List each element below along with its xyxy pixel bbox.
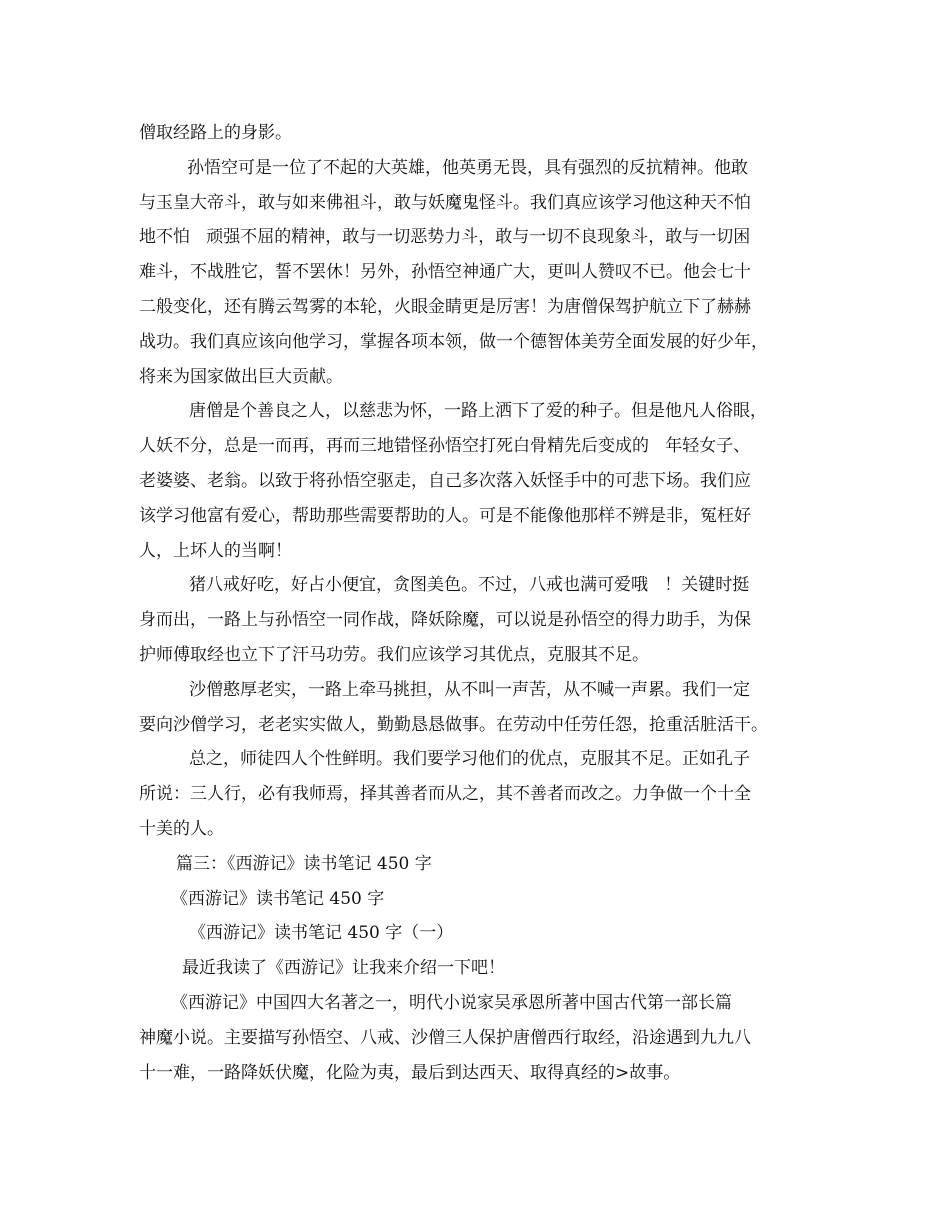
text-line: 僧取经路上的身影。 [139,123,292,143]
paragraph-start-line: 最近我读了《西游记》让我来介绍一下吧！ [182,958,505,979]
article-subtitle: 《西游记》读书笔记 450 字（一） [189,923,454,944]
text-line: 神魔小说。主要描写孙悟空、八戒、沙僧三人保护唐僧西行取经，沿途遇到九九八 [139,1027,751,1048]
text-line: 战功。我们真应该向他学习，掌握各项本领，做一个德智体美劳全面发展的好少年， [139,331,768,352]
paragraph-start-line: 孙悟空可是一位了不起的大英雄，他英勇无畏，具有强烈的反抗精神。他敢 [187,157,748,178]
text-line: 该学习他富有爱心，帮助那些需要帮助的人。可是不能像他那样不辨是非，冤枉好 [139,505,751,526]
text-line: 人妖不分，总是一而再，再而三地错怪孙悟空打死白骨精先后变成的 年轻女子、 [139,436,751,457]
text-line: 二般变化，还有腾云驾雾的本轮，火眼金睛更是厉害！为唐僧保驾护航立下了赫赫 [139,296,751,317]
paragraph-start-line: 总之，师徒四人个性鲜明。我们要学习他们的优点，克服其不足。正如孔子 [189,749,750,770]
text-line: 难斗，不战胜它，誓不罢休！另外，孙悟空神通广大，更叫人赞叹不已。他会七十 [139,262,751,283]
text-line: 护师傅取经也立下了汗马功劳。我们应该学习其优点，克服其不足。 [139,644,649,665]
text-line: 十美的人。 [139,818,224,839]
text-line: 所说：三人行，必有我师焉，择其善者而从之，其不善者而改之。力争做一个十全 [139,784,751,805]
text-line: 地不怕 顽强不屈的精神，敢与一切恶势力斗，敢与一切不良现象斗，敢与一切困 [139,227,751,248]
text-line: 十一难，一路降妖伏魔，化险为夷，最后到达西天、取得真经的>故事。 [139,1062,681,1083]
paragraph-start-line: 猪八戒好吃，好占小便宜，贪图美色。不过，八戒也满可爱哦 ！关键时挺 [189,575,750,596]
text-line: 身而出，一路上与孙悟空一同作战，降妖除魔，可以说是孙悟空的得力助手，为保 [139,610,751,631]
text-line: 要向沙僧学习，老老实实做人，勤勤恳恳做事。在劳动中任劳任怨，抢重活脏活干。 [139,714,768,735]
paragraph-start-line: 唐僧是个善良之人，以慈悲为怀，一路上洒下了爱的种子。但是他凡人俗眼， [189,401,767,422]
text-line: 将来为国家做出巨大贡献。 [139,366,343,387]
article-title: 《西游记》读书笔记 450 字 [171,888,385,909]
text-line: 人，上坏人的当啊！ [139,540,292,561]
text-line: 与玉皇大帝斗，敢与如来佛祖斗，敢与妖魔鬼怪斗。我们真应该学习他这种天不怕 [139,192,751,213]
paragraph-start-line: 沙僧憨厚老实，一路上牵马挑担，从不叫一声苦，从不喊一声累。我们一定 [189,679,750,700]
text-line: 老婆婆、老翁。以致于将孙悟空驱走，自己多次落入妖怪手中的可悲下场。我们应 [139,470,751,491]
paragraph-start-line: 《西游记》中国四大名著之一，明代小说家吴承恩所著中国古代第一部长篇 [171,992,732,1013]
document-body [139,116,829,1090]
section-heading: 篇三：《西游记》读书笔记 450 字 [176,853,432,874]
